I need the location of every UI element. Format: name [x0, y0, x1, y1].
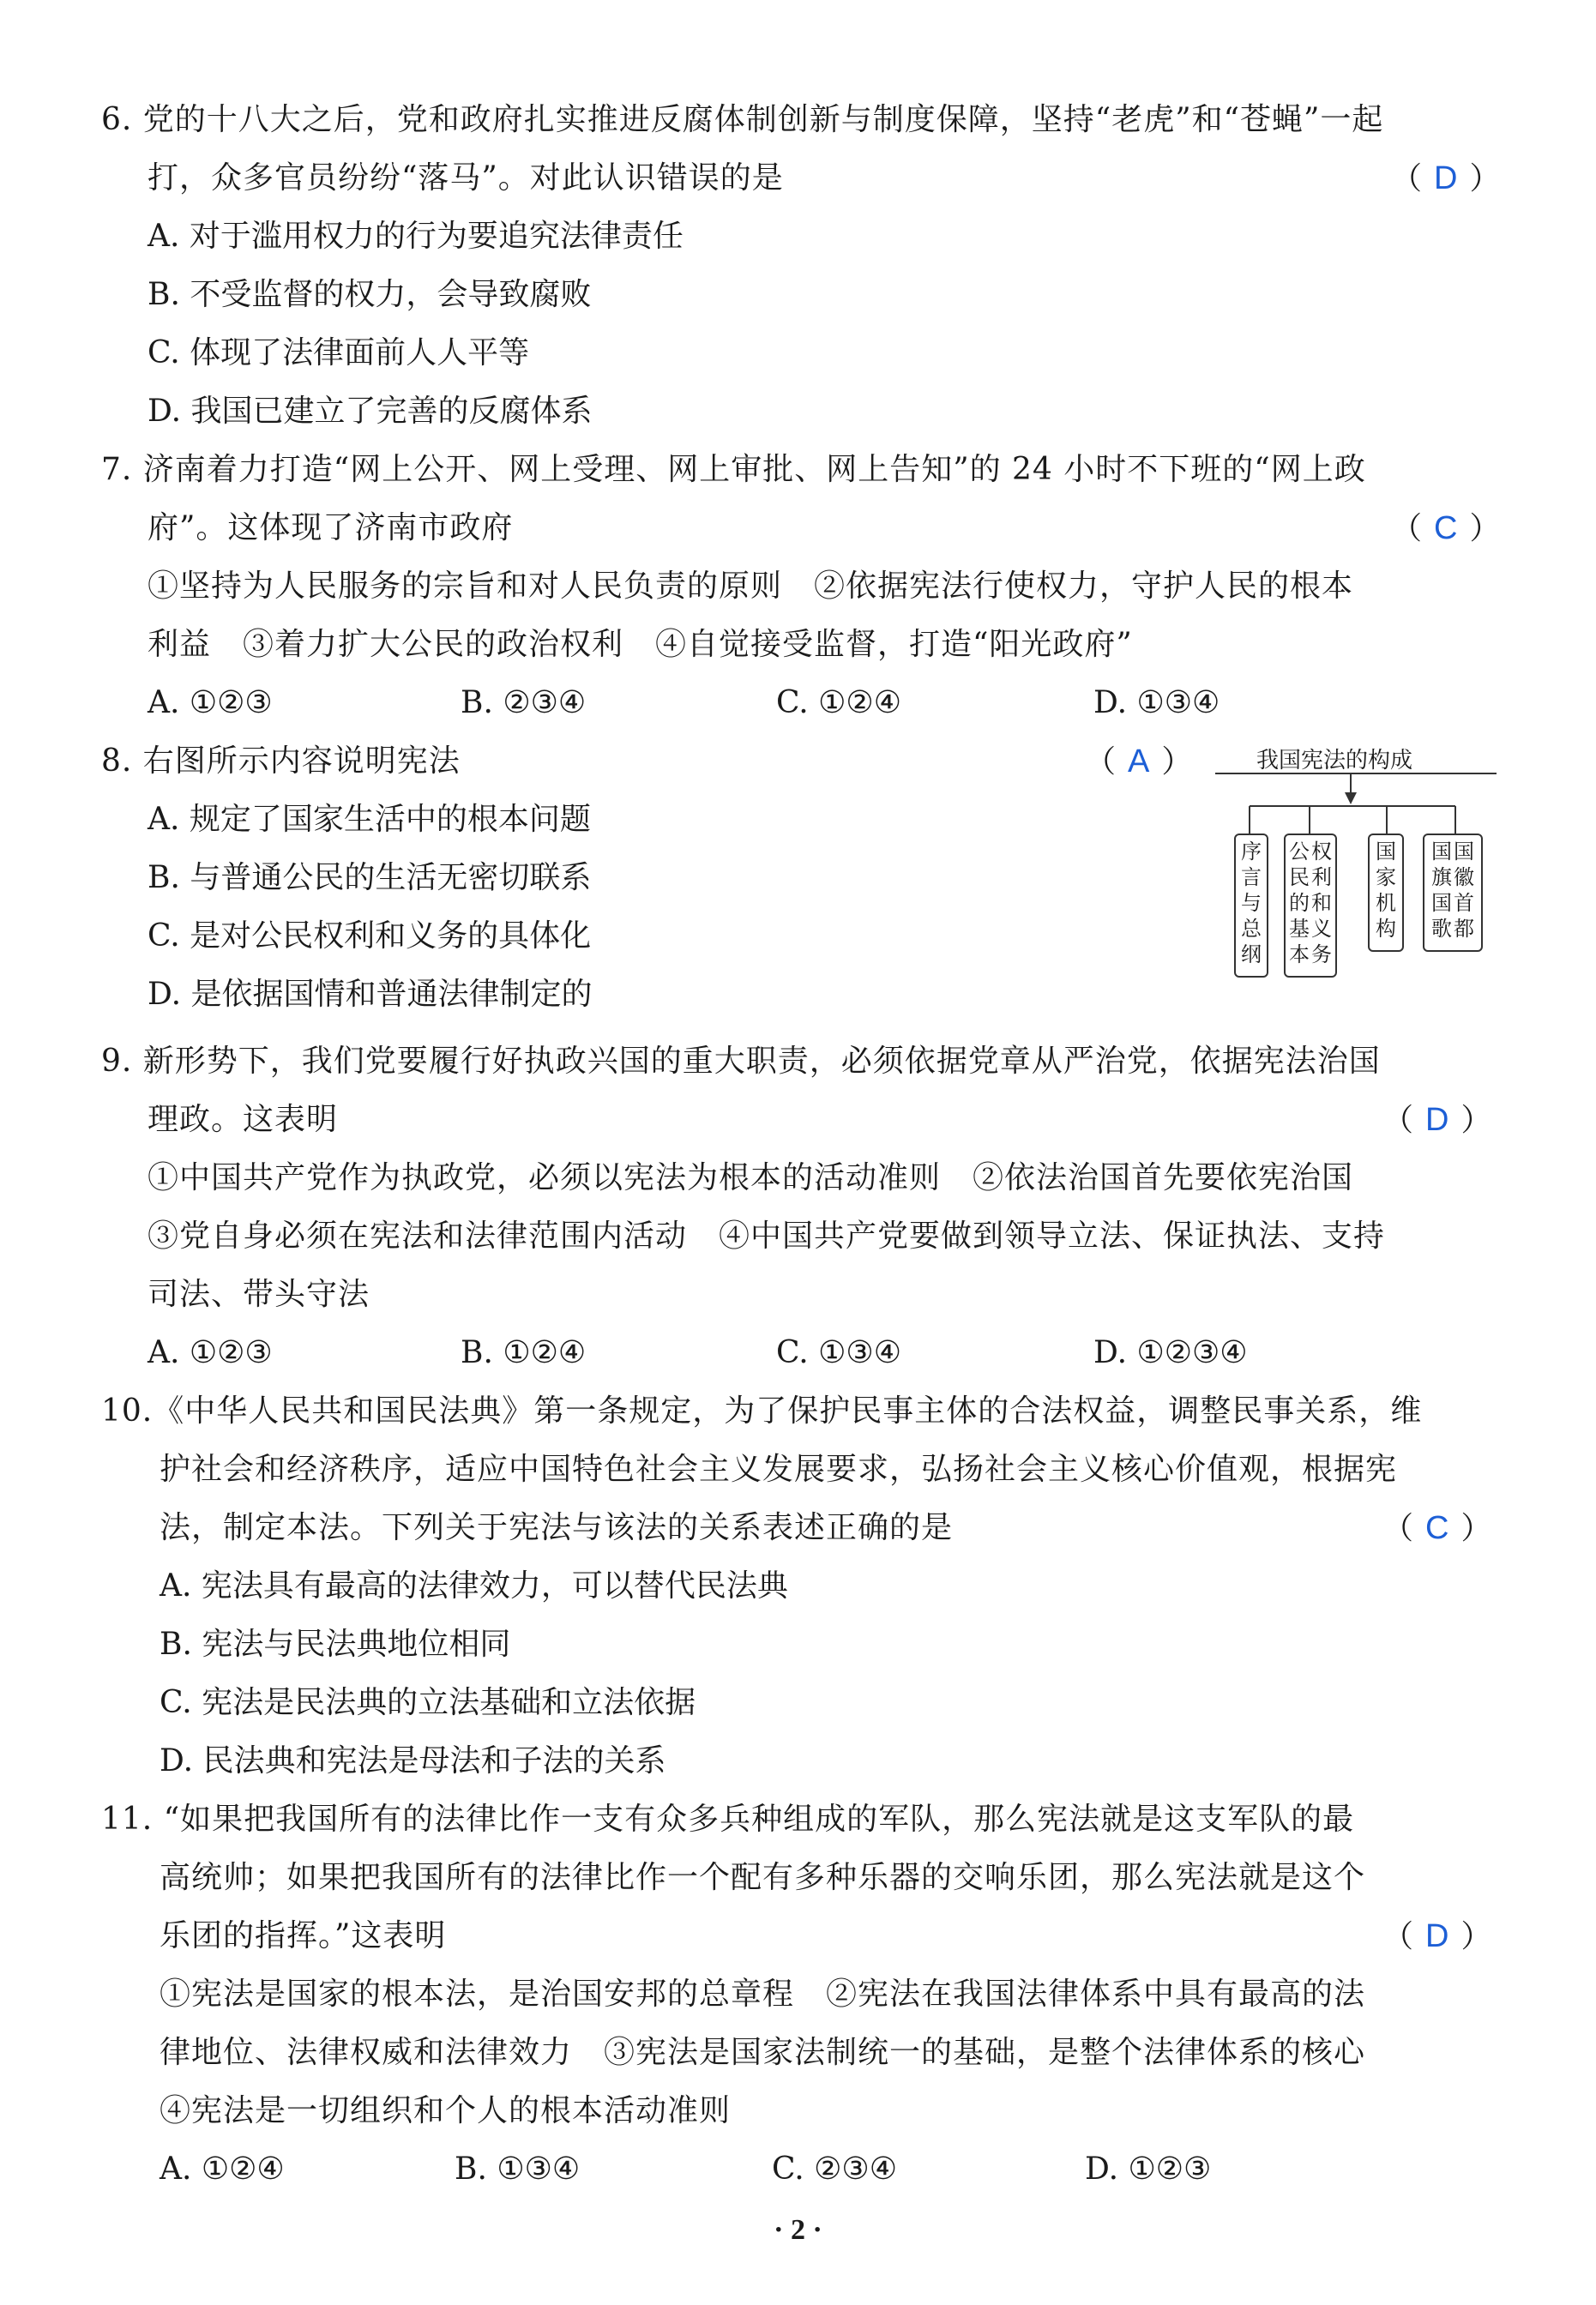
q11-stem-line1: 11. “如果把我国所有的法律比作一支有众多兵种组成的军队，那么宪法就是这支军队的最: [101, 1802, 1355, 1837]
q8-option-d: D. 是依据国情和普通法律制定的: [148, 977, 593, 1012]
q11-statements-line1: ①宪法是国家的根本法，是治国安邦的总章程 ②宪法在我国法律体系中具有最高的法: [160, 1977, 1366, 2012]
q7-stem-line1: 7. 济南着力打造“网上公开、网上受理、网上审批、网上告知”的 24 小时不下班的“网上政: [101, 452, 1366, 487]
q7-stem-line2: 府”。这体现了济南市政府: [148, 510, 514, 545]
q8-option-b: B. 与普通公民的生活无密切联系: [148, 860, 592, 895]
q6-answer-letter: D: [1434, 160, 1458, 196]
diagram-connectors: [1205, 739, 1514, 842]
q8-answer: （ A ）: [1085, 743, 1193, 779]
q9-answer: （ D ）: [1382, 1102, 1492, 1138]
q10-option-a: A. 宪法具有最高的法律效力，可以替代民法典: [160, 1568, 788, 1604]
diagram-box-symbols-text-2: 国徽首都: [1454, 840, 1474, 941]
q9-option-b: B. ①②④: [461, 1335, 587, 1370]
q11-option-c: C. ②③④: [772, 2152, 897, 2187]
diagram-box-rights-text-2: 权利和义务: [1311, 840, 1332, 966]
q9-answer-letter: D: [1425, 1102, 1449, 1138]
q8-option-a: A. 规定了国家生活中的根本问题: [148, 802, 591, 837]
q7-statements-line2: 利益 ③着力扩大公民的政治权利 ④自觉接受监督，打造“阳光政府”: [148, 627, 1133, 662]
diagram-box-preamble-text: 序言与总纲: [1241, 840, 1262, 966]
q8-option-c: C. 是对公民权利和义务的具体化: [148, 918, 592, 954]
q8-stem-line1: 8. 右图所示内容说明宪法: [101, 743, 461, 779]
q7-statements-line1: ①坚持为人民服务的宗旨和对人民负责的原则 ②依据宪法行使权力，守护人民的根本: [148, 569, 1354, 604]
q11-option-d: D. ①②③: [1085, 2152, 1212, 2187]
q10-option-b: B. 宪法与民法典地位相同: [160, 1627, 511, 1662]
q11-option-b: B. ①③④: [455, 2152, 581, 2187]
q7-option-b: B. ②③④: [461, 685, 587, 720]
diagram-box-symbols-text-1: 国旗国歌: [1431, 840, 1452, 941]
q7-option-a: A. ①②③: [148, 685, 273, 720]
q9-statements-line3: 司法、带头守法: [148, 1277, 370, 1312]
q6-option-d: D. 我国已建立了完善的反腐体系: [148, 394, 593, 429]
q11-answer-letter: D: [1425, 1918, 1449, 1954]
diagram-title: 我国宪法的构成: [1256, 748, 1413, 773]
q11-option-a: A. ①②④: [160, 2152, 285, 2187]
q9-statements-line2: ③党自身必须在宪法和法律范围内活动 ④中国共产党要做到领导立法、保证执法、支持: [148, 1219, 1386, 1254]
page-number: · 2 ·: [774, 2214, 822, 2246]
q10-stem-line2: 护社会和经济秩序，适应中国特色社会主义发展要求，弘扬社会主义核心价值观，根据宪: [160, 1452, 1398, 1487]
q7-option-c: C. ①②④: [776, 685, 901, 720]
q7-answer-letter: C: [1434, 510, 1458, 546]
q9-stem-line2: 理政。这表明: [148, 1102, 339, 1137]
q6-answer: （ D ）: [1391, 160, 1501, 196]
q7-answer: （ C ）: [1391, 510, 1501, 546]
q9-option-d: D. ①②③④: [1093, 1335, 1248, 1370]
q9-statements-line1: ①中国共产党作为执政党，必须以宪法为根本的活动准则 ②依法治国首先要依宪治国: [148, 1160, 1354, 1195]
q8-answer-letter: A: [1128, 743, 1150, 779]
q6-option-a: A. 对于滥用权力的行为要追究法律责任: [148, 219, 684, 254]
q10-stem-line1: 10.《中华人民共和国民法典》第一条规定，为了保护民事主体的合法权益，调整民事关系，维: [101, 1393, 1423, 1429]
constitution-structure-diagram: [1205, 739, 1514, 996]
q6-stem-line1: 6. 党的十八大之后，党和政府扎实推进反腐体制创新与制度保障，坚持“老虎”和“苍蝇”一起: [101, 102, 1384, 137]
q11-answer: （ D ）: [1382, 1918, 1492, 1954]
q6-stem-line2: 打，众多官员纷纷“落马”。对此认识错误的是: [148, 160, 784, 196]
q6-option-b: B. 不受监督的权力，会导致腐败: [148, 277, 592, 312]
q10-option-c: C. 宪法是民法典的立法基础和立法依据: [160, 1685, 696, 1720]
q11-stem-line3: 乐团的指挥。”这表明: [160, 1918, 447, 1953]
q9-stem-line1: 9. 新形势下，我们党要履行好执政兴国的重大职责，必须依据党章从严治党，依据宪法治国: [101, 1044, 1381, 1079]
q9-option-c: C. ①③④: [776, 1335, 901, 1370]
q10-answer: （ C ）: [1382, 1510, 1492, 1546]
q10-answer-letter: C: [1425, 1510, 1449, 1546]
q6-option-c: C. 体现了法律面前人人平等: [148, 335, 530, 370]
diagram-box-state-organs: [1368, 834, 1404, 952]
q11-stem-line2: 高统帅；如果把我国所有的法律比作一个配有多种乐器的交响乐团，那么宪法就是这个: [160, 1860, 1366, 1895]
diagram-box-rights-text-1: 公民的基本: [1289, 840, 1310, 966]
diagram-box-state-organs-text: 国家机构: [1376, 840, 1396, 941]
diagram-box-rights: [1284, 834, 1337, 978]
q9-option-a: A. ①②③: [148, 1335, 273, 1370]
diagram-box-symbols: [1423, 834, 1483, 952]
q10-option-d: D. 民法典和宪法是母法和子法的关系: [160, 1743, 666, 1778]
q11-statements-line3: ④宪法是一切组织和个人的根本活动准则: [160, 2093, 732, 2128]
q7-option-d: D. ①③④: [1093, 685, 1220, 720]
q10-stem-line3: 法，制定本法。下列关于宪法与该法的关系表述正确的是: [160, 1510, 954, 1545]
diagram-box-preamble: [1234, 834, 1268, 978]
q11-statements-line2: 律地位、法律权威和法律效力 ③宪法是国家法制统一的基础，是整个法律体系的核心: [160, 2035, 1366, 2070]
